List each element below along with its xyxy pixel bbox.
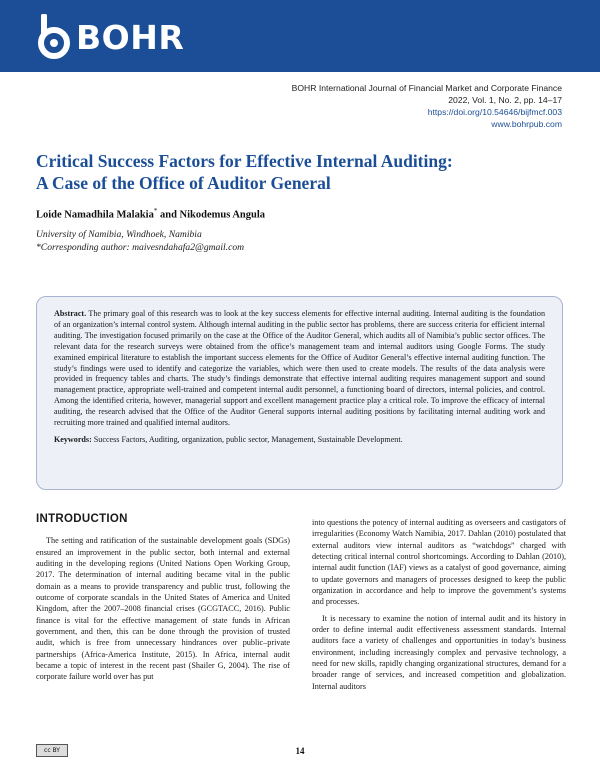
brand-name: BOHR: [76, 17, 185, 57]
journal-name: BOHR International Journal of Financial Market and Corporate Finance: [291, 83, 562, 93]
affiliation-block: [36, 229, 244, 254]
intro-paragraph-1: The setting and ratification of the sustainable development goals (SDGs) ensured an improvement in the public sector, both internal and external auditing in the developing regions (United Nations Open Working Group, 2017. The determination of internal auditing became vital in the public domain as a means to provide transparency and public trust, following the outcome of corporate scandals in the United States of America and United Kingdom, after the 2007–2008 financial crises (GCGTACC, 2016). Public finance is vital for the effective management of state funds in African government, and then, this can be done through the provision of trusted audit, which is free from unnecessary hindrances over public–private partnerships (Africa-America Institute, 2015). In Africa, internal audit became a topic of interest in the recent past (Shailer G, 2004). The rise of corporate failure world over has put: [36, 536, 290, 682]
author-list: [36, 207, 265, 221]
title-line-1: Critical Success Factors for Effective Internal Auditing:: [36, 151, 453, 171]
page-number: 14: [295, 746, 305, 756]
intro-paragraph-3: It is necessary to examine the notion of internal audit and its history in order to define internal audit effectiveness assessment standards. Internal auditors face a variety of challenges and opportunities in today’s business environment, including increasingly complex and pervasive technology, a need for new skills, rapidly changing organizational structures, demand for a broader range of services, and increased competition and globalization. Internal auditors: [312, 613, 566, 691]
left-column: [36, 514, 290, 683]
title-line-2: A Case of the Office of Auditor General: [36, 173, 331, 193]
journal-volume: 2022, Vol. 1, No. 2, pp. 14–17: [448, 95, 562, 105]
keywords-text: Success Factors, Auditing, organization, public sector, Management, Sustainable Development.: [93, 434, 403, 444]
corresponding-author: *Corresponding author: maivesndahafa2@gmail.com: [36, 241, 245, 253]
affiliation: University of Namibia, Windhoek, Namibia: [36, 229, 202, 240]
cc-license-text: cc BY: [44, 747, 60, 754]
section-heading: INTRODUCTION: [36, 513, 128, 525]
abstract-label: Abstract.: [54, 309, 87, 318]
keywords: [54, 435, 545, 446]
author-2: Nikodemus Angula: [179, 209, 266, 221]
author-join: and: [157, 209, 180, 221]
keywords-label: Keywords:: [54, 434, 92, 444]
abstract: [54, 309, 545, 429]
right-column: [312, 517, 566, 692]
brand-logo[interactable]: [34, 14, 184, 60]
article-title: [36, 150, 556, 194]
corresponding-mark: *: [153, 207, 158, 215]
website-link[interactable]: www.bohrpub.com: [491, 119, 562, 129]
intro-paragraph-2: into questions the potency of internal auditing as overseers and castigators of irregularities (Economy Watch Namibia, 2017. Dahlan (2010) postulated that external auditors view internal auditors as “watchdogs” charged with detecting critical internal control shortcomings. According to Dahlan (2010), internal audit function (IAF) views as a catalyst of good governance, aiming to update governors and managers of processes designed to keep the public organization in accordance and help to improve the government’s systems and processes.: [312, 518, 566, 607]
abstract-box: [36, 296, 563, 490]
journal-info: [292, 82, 562, 130]
abstract-text: The primary goal of this research was to look at the key success elements for effective internal auditing. Internal auditing is the foundation of an organization’s internal control system. Although internal auditing in the public sector has problems, there are success criteria for efficient internal auditing. The investigation focused primarily on the case at the Office of the Auditor General, which audits all of Namibia’s public sector offices. The relevant data for the research surveys were obtained from the office’s management team and internal auditors using Google Forms. The study examined empirical literature to establish the important success elements for the Office of Auditor General’s effective internal auditing function. The study’s findings were used to identify and categorize the variables, which were then used to create models. The results of the data analysis were provided in frequency tables and charts. The study’s findings demonstrate that effective internal auditing requires management support and sound management practice, appropriate well-trained and competent internal audit personnel, a functioning board of directors, internal policies, and control. Among the identified criteria, however, managerial support and excellent management practice play a critical role. To improve the efficacy of internal auditing, the research advised that the Office of the Auditor General supports internal auditing positions by facilitating internal auditing work and recruiting more trained and qualified internal auditors.: [54, 309, 545, 428]
author-1: Loide Namadhila Malakia: [36, 209, 154, 221]
header-band: [0, 0, 600, 72]
bohr-logo-icon: [34, 14, 72, 60]
doi-link[interactable]: https://doi.org/10.54646/bijfmcf.003: [427, 107, 562, 117]
